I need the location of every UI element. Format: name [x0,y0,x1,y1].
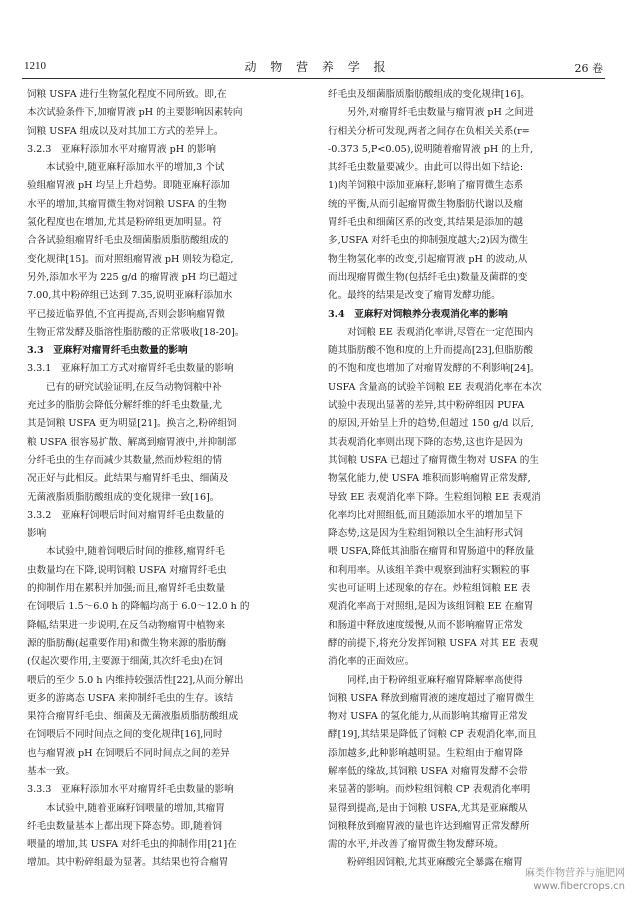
text-line: 的抑制作用在累积并加强;而且,瘤胃纤毛虫数量 [27,583,226,595]
text-line: 降态势,这是因为生粒组饲粮以全生油籽形式饲 [328,528,523,540]
text-line: 增加。其中粉碎组最为显著。其结果也符合瘤胃 [27,857,229,869]
section-heading-line: 3.2.3 亚麻籽添加水平对瘤胃液 pH 的影响 [27,143,216,155]
text-line: 而出现瘤胃微生物(包括纤毛虫)数量及菌群的变 [328,271,528,283]
text-line: 无菌液脂质脂肪酸组成的变化规律一致[16]。 [27,491,220,503]
text-line: 的原因,开始呈上升的趋势,但超过 150 g/d 以后, [328,418,534,430]
text-line: 多,USFA 对纤毛虫的抑制强度越大;2)因为微生 [328,235,529,247]
right-column [328,86,618,873]
page-number: 1210 [24,60,46,72]
text-line: 7.00,其中粉碎组已达到 7.35,说明亚麻籽添加水 [27,290,233,302]
watermark-site-name: 麻类作物营养与施肥网 [525,868,625,879]
text-line: 生物正常发酵及脂溶性脂肪酸的正常吸收[18-20]。 [27,326,245,338]
text-line: 充过多的脂肪会降低分解纤维的纤毛虫数量,尤 [27,400,222,412]
section-heading-line: 3.3 亚麻籽对瘤胃纤毛虫数量的影响 [27,345,188,357]
volume-label: 26 卷 [574,62,603,75]
section-heading-line: 3.3.3 亚麻籽添加水平对瘤胃纤毛虫数量的影响 [27,784,234,796]
text-line: 实也可证明上述现象的存在。炒粒组饲粮 EE 表 [328,583,531,595]
text-line: 统的平衡,从而引起瘤胃微生物脂肪代谢以及瘤 [328,198,523,210]
text-line: 物氢化能力,使 USFA 堆积而影响瘤胃正常发酵, [328,473,531,485]
text-line: 随其脂肪酸不饱和度的上升而提高[23],但脂肪酸 [328,345,534,357]
text-line: 胃纤毛虫和细菌区系的改变,其结果是添加的越 [328,217,523,229]
watermark-url: www.fibercrops.cn [533,881,625,892]
text-line: 合各试验组瘤胃纤毛虫及细菌脂质脂肪酸组成的 [27,235,229,247]
text-line: -0.373 5,P<0.05),说明随着瘤胃液 pH 的上升, [328,143,534,155]
page-header [0,0,635,80]
text-line: 也与瘤胃液 pH 在饲喂后不同时间点之间的差异 [27,747,230,759]
text-line: 更多的游离态 USFA 来抑制纤毛虫的生存。该结 [27,692,234,704]
text-line: (仅起次要作用,主要源于细菌,其次纤毛虫)在饲 [27,656,223,668]
text-line: 平已接近临界值,不宜再提高,否则会影响瘤胃微 [27,308,225,320]
text-line: 需的水平,并改善了瘤胃微生物发酵环境。 [328,839,504,851]
journal-title: 动 物 营 养 学 报 [244,60,391,74]
text-line: 水平的增加,其瘤胃微生物对饲粮 USFA 的生物 [27,198,227,210]
text-line: 酵的前提下,将充分发挥饲粮 USFA 对其 EE 表观 [328,637,539,649]
text-line: 另外,添加水平为 225 g/d 的瘤胃液 pH 均已超过 [27,271,238,283]
text-line: 氢化程度也在增加,尤其是粉碎组更加明显。符 [27,217,222,229]
text-line: 添加越多,此种影响越明显。生粒组由于瘤胃降 [328,747,523,759]
text-line: 饲粮释放到瘤胃液的量也许达到瘤胃正常发酵所 [328,820,530,832]
text-line: 本试验中,随着亚麻籽饲喂量的增加,其瘤胃 [46,802,225,814]
text-line: 物对 USFA 的氢化能力,从而影响其瘤胃正常发 [328,711,528,723]
text-line: 对饲粮 EE 表观消化率讲,尽管在一定范围内 [347,326,534,338]
text-line: 分纤毛虫的生存而减少其数量,然而炒粒组的情 [27,454,222,466]
text-line: 饲粮 USFA 进行生物氢化程度不同所致。即,在 [27,89,227,100]
section-heading-line: 3.3.1 亚麻籽加工方式对瘤胃纤毛虫数量的影响 [27,363,234,375]
text-line: 来显著的影响。而炒粒组饲粮 CP 表观消化率明 [328,784,531,796]
text-line: 其纤毛虫数量要减少。由此可以得出如下结论: [328,162,524,174]
text-line: 已有的研究试验证明,在反刍动物饲粮中补 [46,381,222,393]
text-line: 在饲喂后不同时间点之间的变化规律[16],同时 [27,729,223,741]
text-line: 显得到提高,是由于饲粮 USFA,尤其是亚麻酸从 [328,802,528,814]
text-line: 其饲粮 USFA 已超过了瘤胃微生物对 USFA 的生 [328,454,539,466]
text-line: 1)肉羊饲粮中添加亚麻籽,影响了瘤胃微生态系 [328,180,524,192]
text-line: 基本一致。 [27,765,75,777]
text-line: 导致 EE 表观消化率下降。生粒组饲粮 EE 表观消 [328,491,541,503]
text-line: 酵[19],其结果是降低了饲粮 CP 表观消化率,而且 [328,729,537,741]
text-line: 行相关分析可发现,两者之间存在负相关关系(r= [328,125,530,137]
text-line: 解率低的缘故,其饲粮 USFA 对瘤胃发酵不会带 [328,765,528,777]
text-line: 果符合瘤胃纤毛虫、细菌及无菌液脂质脂肪酸组成 [27,711,239,723]
section-heading-line: 影响 [27,528,47,540]
text-line: 饲粮 USFA 释放到瘤胃液的速度超过了瘤胃微生 [328,692,535,704]
text-line: 况正好与此相反。此结果与瘤胃纤毛虫、细菌及 [27,473,229,485]
text-line: 消化率的正面效应。 [328,656,415,668]
text-line: 和利用率。从该组羊粪中观察到油籽实颗粒的事 [328,564,530,576]
text-line: 饲粮 USFA 组成以及对其加工方式的差异上。 [27,125,224,137]
text-line: 喂 USFA,降低其油脂在瘤胃和胃肠道中的释放量 [328,546,535,558]
text-line: 和肠道中释放速度缓慢,从而不影响瘤胃正常发 [328,619,523,631]
text-line: 化。最终的结果是改变了瘤胃发酵功能。 [328,290,501,302]
text-line: 虫数量均在下降,说明饲粮 USFA 对瘤胃纤毛虫 [27,564,227,576]
text-line: USFA 含量高的试验羊饲粮 EE 表观消化率在本次 [328,381,542,393]
text-line: 另外,对瘤胃纤毛虫数量与瘤胃液 pH 之间进 [347,107,534,119]
header-rule [22,78,605,79]
text-line: 试验中表现出显著的差异,其中粉碎组因 PUFA [328,400,525,412]
text-line: 变化规律[15]。而对照组瘤胃液 pH 则较为稳定, [27,253,234,265]
text-line: 在饲喂后 1.5～6.0 h 的降幅均高于 6.0～12.0 h 的 [27,601,250,613]
text-line: 化率均比对照组低,而且随添加水平的增加呈下 [328,509,523,521]
watermark [525,867,625,893]
text-line: 同样,由于粉碎组亚麻籽瘤胃降解率高使得 [347,674,523,686]
text-line: 物生物氢化率的改变,引起瘤胃液 pH 的波动,从 [328,253,528,265]
section-heading-line: 3.4 亚麻籽对饲粮养分表观消化率的影响 [328,308,508,320]
text-line: 验组瘤胃液 pH 均呈上升趋势。即随亚麻籽添加 [27,180,230,192]
text-line: 源的脂肪酶(起重要作用)和微生物来源的脂肪酶 [27,637,227,649]
left-column [27,86,317,873]
text-line: 的不饱和度也增加了对瘤胃发酵的不利影响[24]。 [328,363,540,375]
text-line: 本试验中,随亚麻籽添加水平的增加,3 个试 [46,162,225,174]
text-line: 喂量的增加,其 USFA 对纤毛虫的抑制作用[21]在 [27,839,237,851]
text-line: 本试验中,随着饲喂后时间的推移,瘤胃纤毛 [46,546,225,558]
text-line: 其是饲粮 USFA 更为明显[21]。换言之,粉碎组饲 [27,418,237,430]
text-line: 其表观消化率则出现下降的态势,这也许是因为 [328,436,523,448]
text-line: 粉碎组因饲粮,尤其亚麻酸完全暴露在瘤胃 [347,857,523,869]
text-line: 降幅,结果进一步说明,在反刍动物瘤胃中植物来 [27,619,225,631]
text-line: 本次试验条件下,加瘤胃液 pH 的主要影响因素转向 [27,107,243,119]
text-line: 纤毛虫及细菌脂质脂肪酸组成的变化规律[16]。 [328,89,530,100]
section-heading-line: 3.3.2 亚麻籽饲喂后时间对瘤胃纤毛虫数量的 [27,509,225,521]
text-line: 粮 USFA 很容易扩散、解离到瘤胃液中,并抑制部 [27,436,237,448]
text-line: 喂后的至少 5.0 h 内维持较强活性[22],从而分解出 [27,674,244,686]
text-line: 观消化率高于对照组,是因为该组饲粮 EE 在瘤胃 [328,601,534,613]
text-line: 纤毛虫数量基本上都出现下降态势。即,随着饲 [27,820,222,832]
